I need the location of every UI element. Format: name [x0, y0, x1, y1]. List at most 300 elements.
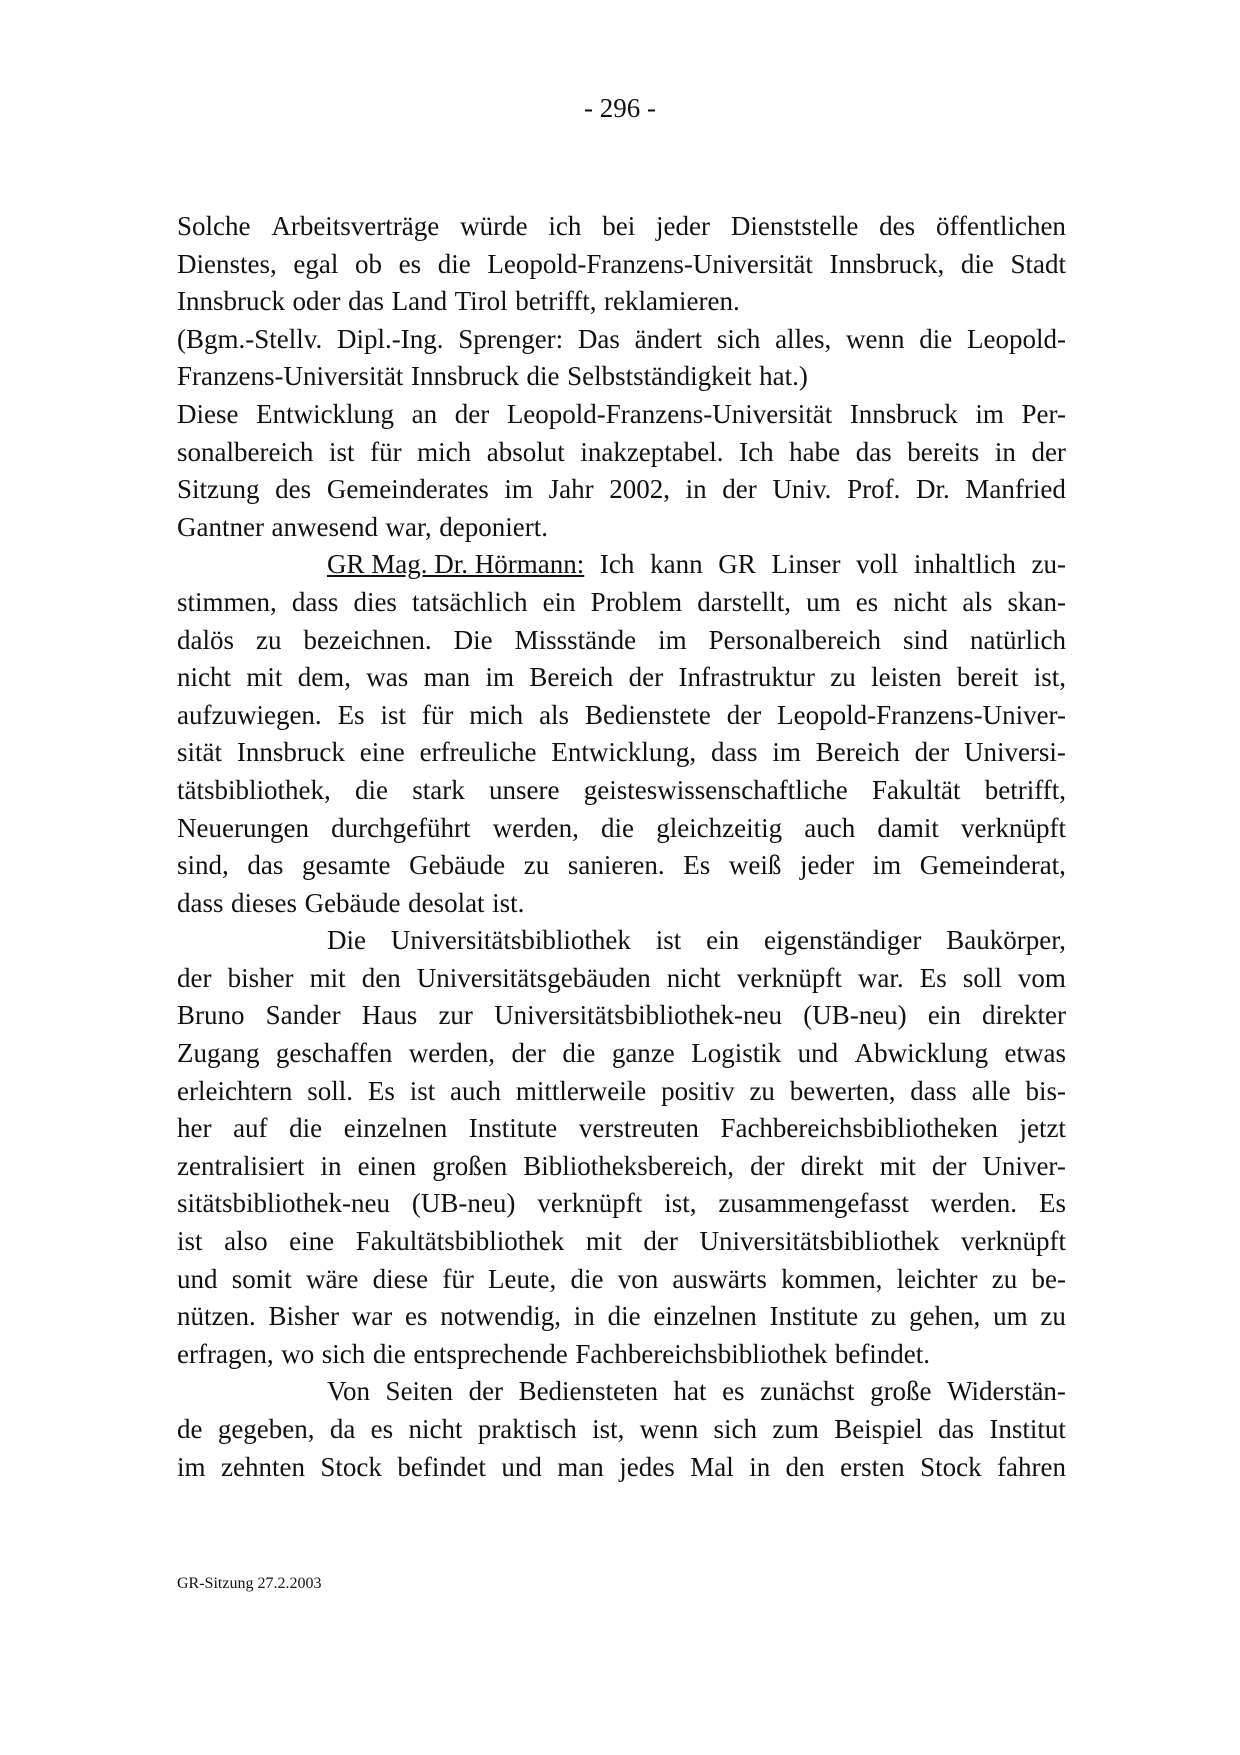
word: Widerstän-	[947, 1376, 1066, 1407]
word: als	[962, 586, 993, 617]
word: das	[938, 1414, 975, 1444]
word: Dipl.-Ing.	[336, 323, 444, 354]
word: die	[437, 248, 471, 279]
word: skan-	[1007, 586, 1066, 617]
word: in	[749, 1451, 771, 1482]
word: somit	[231, 1263, 292, 1294]
word: auch	[450, 1075, 501, 1106]
word: die	[355, 774, 388, 805]
word: zusammengefasst	[718, 1188, 909, 1219]
word: inakzeptabel.	[580, 436, 724, 467]
word: werden.	[930, 1188, 1018, 1219]
word: verknüpft	[736, 962, 842, 993]
word: als	[539, 699, 570, 730]
word: diese	[372, 1263, 429, 1294]
word: (UB-neu)	[803, 1000, 907, 1031]
word: wenn	[639, 1414, 699, 1444]
word: Linser	[771, 549, 841, 580]
word: man	[557, 1451, 604, 1482]
word: betrifft,	[515, 286, 597, 317]
word: Jahr	[548, 474, 594, 505]
word: darstellt,	[697, 586, 791, 617]
word: gegeben,	[217, 1414, 315, 1444]
word: Haus	[361, 1000, 418, 1031]
word: dieses	[231, 887, 298, 918]
word: dies	[353, 586, 397, 617]
word: erfreuliche	[419, 737, 537, 768]
word: sich	[713, 1414, 758, 1444]
word: entsprechende	[413, 1338, 568, 1369]
text-line	[177, 1148, 1066, 1186]
page-number: - 296 -	[584, 93, 656, 123]
word: es	[370, 1414, 394, 1444]
word: Innsbruck	[410, 361, 519, 392]
text-line	[177, 358, 1066, 396]
word: nicht	[893, 586, 948, 617]
word: für	[442, 1263, 474, 1294]
word: mittlerweile	[515, 1075, 647, 1106]
word: an	[411, 398, 438, 429]
word: ist,	[664, 1188, 697, 1219]
word: jeder	[799, 850, 854, 881]
word: deponiert.	[439, 511, 548, 542]
word: es	[855, 586, 879, 617]
word: war,	[385, 511, 432, 542]
word: Land	[391, 286, 448, 317]
word: zu	[1040, 1301, 1066, 1332]
word: Ich	[739, 436, 774, 467]
word: Fakultät	[871, 774, 961, 805]
word: auf	[233, 1113, 268, 1144]
word: Bibliotheksbereich,	[523, 1150, 734, 1181]
word: zu	[749, 1075, 775, 1106]
word: einzelnen	[653, 1301, 757, 1332]
word: nützen.	[177, 1301, 256, 1332]
word: Prof.	[847, 474, 901, 505]
word: Abwicklung	[854, 1038, 989, 1069]
word: um	[993, 1301, 1028, 1332]
word: direkter	[981, 1000, 1066, 1031]
word: die	[289, 1113, 323, 1144]
word: war.	[857, 962, 904, 993]
word: wäre	[305, 1263, 359, 1294]
word: verknüpft	[961, 1226, 1066, 1257]
word: ist	[655, 925, 682, 956]
word: ist.	[492, 887, 525, 918]
word: bezeichnen.	[303, 624, 432, 655]
word: (Bgm.-Stellv.	[177, 323, 323, 354]
word: im	[485, 662, 514, 693]
text-line	[177, 434, 1066, 472]
word: Sprenger:	[458, 323, 564, 354]
word: Problem	[590, 586, 683, 617]
word: im	[975, 398, 1004, 429]
word: einzelnen	[343, 1113, 448, 1144]
text-line	[177, 1223, 1066, 1261]
text-line	[177, 659, 1066, 697]
word: Stock	[320, 1451, 382, 1482]
word: im	[658, 624, 687, 655]
word: Mal	[690, 1451, 734, 1482]
word: dass	[177, 887, 224, 918]
word: ist	[177, 1226, 203, 1257]
word: Gemeinderates	[326, 474, 489, 505]
word: unsere	[489, 774, 560, 805]
word: die	[919, 323, 953, 354]
word: Personalbereich	[708, 624, 881, 655]
word: Sander	[265, 1000, 341, 1031]
word: tätsbibliothek,	[177, 774, 331, 805]
word: das	[855, 436, 892, 467]
word: der	[750, 1150, 785, 1181]
word: Leopold-Franzens-Universität	[506, 398, 833, 429]
word: Von	[327, 1376, 371, 1407]
word: Universitätsbibliothek-neu	[494, 1000, 783, 1031]
text-line	[177, 246, 1066, 284]
word: gesamte	[302, 850, 391, 881]
word: es	[405, 1301, 428, 1332]
word: Ich	[599, 549, 635, 580]
word: der	[931, 1150, 967, 1181]
word: auswärts	[672, 1263, 767, 1294]
word: gleichzeitig	[656, 812, 783, 843]
word: Gebäude	[304, 887, 401, 918]
word: die	[570, 1263, 604, 1294]
word: der	[726, 699, 762, 730]
word: in	[320, 1150, 342, 1181]
word: habe	[789, 436, 841, 467]
word: sanieren.	[567, 850, 665, 881]
word: also	[224, 1226, 268, 1257]
word: Leopold-	[967, 323, 1066, 354]
word: direkt	[800, 1150, 864, 1181]
word: zu	[870, 1301, 897, 1332]
word: man	[423, 662, 471, 693]
word: Es	[337, 699, 365, 730]
text-line	[177, 772, 1066, 810]
word: großen	[432, 1150, 508, 1181]
word: Univer-	[982, 1150, 1066, 1181]
word: sich	[716, 323, 761, 354]
word: der	[722, 474, 757, 505]
word: Universitätsgebäuden	[416, 962, 651, 993]
word: die	[960, 248, 994, 279]
word: bei	[602, 211, 636, 241]
word: die	[372, 1338, 406, 1369]
word: Stock	[920, 1451, 982, 1482]
word: in	[573, 1301, 595, 1332]
word: der	[511, 1038, 546, 1069]
word: Fachbereichsbibliotheken	[720, 1113, 998, 1144]
word: Sitzung	[177, 474, 260, 505]
word: auch	[804, 812, 856, 843]
word: Bereich	[815, 737, 900, 768]
word: da	[329, 1414, 356, 1444]
word: in	[994, 436, 1016, 467]
word: ist,	[592, 1414, 625, 1444]
word: das	[247, 850, 284, 881]
body-text	[177, 208, 1066, 1486]
word: verknüpft	[537, 1188, 643, 1219]
word: anwesend	[271, 511, 378, 542]
word: fahren	[997, 1451, 1066, 1482]
word: voll	[856, 549, 899, 580]
word: Entwicklung	[256, 398, 395, 429]
text-line	[177, 471, 1066, 509]
word: ersten	[840, 1451, 905, 1482]
word: Franzens-Universität	[177, 361, 404, 392]
word: verknüpft	[961, 812, 1066, 843]
word: durchgeführt	[331, 812, 471, 843]
word: ist	[409, 1075, 436, 1106]
word: notwendig,	[440, 1301, 562, 1332]
word: mit	[246, 662, 283, 693]
word: Arbeitsverträge	[271, 211, 440, 241]
word: Bereich	[529, 662, 614, 693]
word: eine	[289, 1226, 335, 1257]
word: den	[785, 1451, 825, 1482]
word: Selbstständigkeit	[567, 361, 752, 392]
word: zu	[991, 1263, 1018, 1294]
word: Gantner	[177, 511, 264, 542]
word: jeder	[656, 211, 711, 241]
text-line	[177, 847, 1066, 885]
text-line	[177, 1298, 1066, 1336]
word: war	[351, 1301, 393, 1332]
word: kann	[650, 549, 703, 580]
word: zum	[772, 1414, 819, 1444]
word: Dienststelle	[730, 211, 859, 241]
text-line	[177, 546, 1066, 584]
word: große	[870, 1376, 932, 1407]
word: dem,	[297, 662, 351, 693]
word: Logistik	[691, 1038, 782, 1069]
word: geisteswissenschaftliche	[583, 774, 848, 805]
word: ein	[542, 586, 576, 617]
text-line	[177, 396, 1066, 434]
word: sich	[321, 1338, 366, 1369]
word: Missstände	[514, 624, 637, 655]
text-line	[177, 960, 1066, 998]
word: Universi-	[963, 737, 1066, 768]
word: soll.	[307, 1075, 354, 1106]
word: im	[504, 474, 533, 505]
word: Solche	[177, 211, 251, 241]
word: werden,	[492, 812, 579, 843]
word: Univ.	[772, 474, 832, 505]
word: leisten	[871, 662, 942, 693]
word: vom	[1017, 962, 1066, 993]
word: die	[601, 812, 635, 843]
word: damit	[877, 812, 939, 843]
word: ist	[329, 436, 355, 467]
word: ganze	[611, 1038, 675, 1069]
text-line	[177, 1261, 1066, 1299]
word: stark	[412, 774, 465, 805]
word: Beispiel	[834, 1414, 923, 1444]
word: Dr.	[916, 474, 950, 505]
word: ich	[548, 211, 582, 241]
word: befindet.	[834, 1338, 931, 1369]
word: hat.)	[759, 361, 808, 392]
text-line	[177, 1449, 1066, 1487]
word: absolut	[486, 436, 565, 467]
word: mit	[879, 1150, 916, 1181]
word: stimmen,	[177, 586, 277, 617]
word: wo	[281, 1338, 315, 1369]
word: mich	[417, 436, 472, 467]
word: zentralisiert	[177, 1150, 305, 1181]
word: Innsbruck	[849, 398, 958, 429]
word: den	[361, 962, 401, 993]
word: Universitätsbibliothek	[390, 925, 631, 956]
text-line	[177, 810, 1066, 848]
word: sität	[177, 737, 222, 768]
word: Seiten	[385, 1376, 454, 1407]
word: her	[177, 1113, 212, 1144]
word: eigenständiger	[763, 925, 922, 956]
word: Institut	[989, 1414, 1066, 1444]
word: Institute	[769, 1301, 859, 1332]
word: desolat	[408, 887, 485, 918]
word: im	[177, 1451, 206, 1482]
word: erfragen,	[177, 1338, 274, 1369]
word: nicht	[408, 1414, 463, 1444]
word: Es	[683, 850, 711, 881]
text-line	[177, 1110, 1066, 1148]
text-line	[177, 1373, 1066, 1411]
word: zehnten	[220, 1451, 305, 1482]
word: GR	[718, 549, 756, 580]
text-line	[177, 734, 1066, 772]
word: alle	[971, 1075, 1011, 1106]
word: Fakultätsbibliothek	[355, 1226, 565, 1257]
text-line	[177, 208, 1066, 246]
text-line	[177, 997, 1066, 1035]
word: Entwicklung,	[551, 737, 697, 768]
text-line	[177, 1411, 1066, 1449]
word: Baukörper,	[946, 925, 1066, 956]
word: Per-	[1021, 398, 1066, 429]
word: oder	[292, 286, 341, 317]
word: befindet	[397, 1451, 486, 1482]
text-line	[177, 922, 1066, 960]
word: Bediensteten	[518, 1376, 659, 1407]
word: Leopold-Franzens-Univer-	[777, 699, 1066, 730]
word: dalös	[177, 624, 234, 655]
word: zu	[255, 624, 282, 655]
word: sitätsbibliothek-neu	[177, 1188, 390, 1219]
word: für	[421, 699, 454, 730]
word: ein	[706, 925, 740, 956]
word: es	[398, 248, 422, 279]
speaker-name: GR Mag. Dr. Hörmann:	[327, 549, 585, 580]
word: die	[562, 1038, 596, 1069]
word: Innsbruck	[177, 286, 285, 317]
word: in	[685, 474, 707, 505]
word: Es	[367, 1075, 395, 1106]
word: etwas	[1004, 1038, 1066, 1069]
word: im	[772, 737, 801, 768]
word: bis-	[1025, 1075, 1066, 1106]
word: ändert	[634, 323, 703, 354]
word: einen	[357, 1150, 417, 1181]
word: leichter	[896, 1263, 978, 1294]
word: alles,	[775, 323, 832, 354]
word: sonalbereich	[177, 436, 314, 467]
word: und	[501, 1451, 542, 1482]
word: ein	[927, 1000, 961, 1031]
word: Es	[919, 962, 947, 993]
word: der	[177, 962, 212, 993]
word: erleichtern	[177, 1075, 293, 1106]
word: Es	[1038, 1188, 1066, 1219]
word: Diese	[177, 398, 239, 429]
word: de	[177, 1414, 203, 1444]
word: werden,	[408, 1038, 496, 1069]
word: eine	[359, 737, 405, 768]
word: Bisher	[268, 1301, 339, 1332]
word: gehen,	[909, 1301, 981, 1332]
word: sind,	[177, 850, 229, 881]
word: bereit	[956, 662, 1019, 693]
word: zur	[438, 1000, 473, 1031]
word: mich	[469, 699, 524, 730]
word: egal	[293, 248, 339, 279]
word: ist,	[1033, 662, 1066, 693]
word: dass	[291, 586, 339, 617]
word: (UB-neu)	[411, 1188, 516, 1219]
word: bewerten,	[789, 1075, 896, 1106]
word: nicht	[666, 962, 721, 993]
word: zu	[830, 662, 856, 693]
word: der	[628, 662, 664, 693]
word: geschaffen	[275, 1038, 393, 1069]
word: wenn	[846, 323, 905, 354]
word: um	[806, 586, 841, 617]
word: und	[797, 1038, 839, 1069]
text-line	[177, 1073, 1066, 1111]
word: Zugang	[177, 1038, 260, 1069]
word: soll	[962, 962, 1002, 993]
word: mit	[585, 1226, 622, 1257]
word: das	[348, 286, 385, 317]
word: Tirol	[454, 286, 508, 317]
text-line	[177, 283, 1066, 321]
word: im	[872, 850, 902, 881]
word: es	[722, 1376, 745, 1407]
word: sind	[902, 624, 948, 655]
text-line	[177, 1185, 1066, 1223]
word: was	[366, 662, 409, 693]
word: der	[1031, 436, 1066, 467]
word: jetzt	[1019, 1113, 1066, 1144]
word: Infrastruktur	[678, 662, 815, 693]
word: Bruno	[177, 1000, 245, 1031]
word: jedes	[619, 1451, 675, 1482]
word: Gemeinderat,	[919, 850, 1066, 881]
word: zu-	[1031, 549, 1066, 580]
text-line	[177, 885, 1066, 923]
word: des	[275, 474, 312, 505]
word: zunächst	[760, 1376, 855, 1407]
word: kommen,	[781, 1263, 883, 1294]
footer-session-date: GR-Sitzung 27.2.2003	[177, 1575, 322, 1592]
text-line	[177, 622, 1066, 660]
word: positiv	[661, 1075, 735, 1106]
word: Manfried	[965, 474, 1066, 505]
word: Innsbruck,	[829, 248, 945, 279]
